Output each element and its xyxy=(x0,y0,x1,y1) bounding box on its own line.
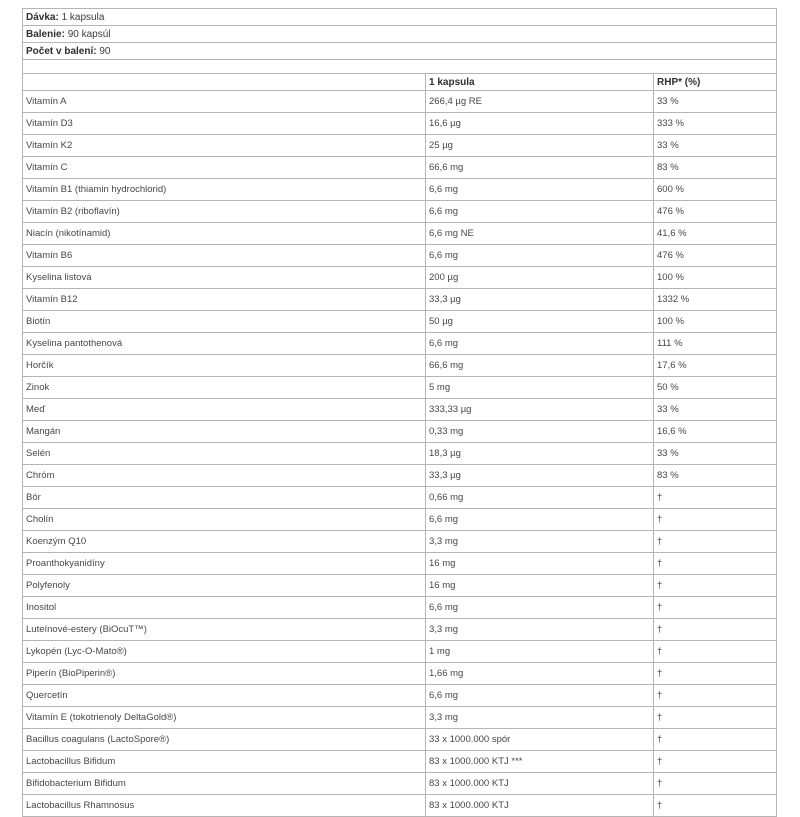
nutrient-amount: 33,3 µg xyxy=(426,465,654,487)
nutrient-name: Kyselina listová xyxy=(23,267,426,289)
nutrient-rhp: 83 % xyxy=(654,157,777,179)
table-row xyxy=(23,553,777,575)
count-row xyxy=(23,43,777,60)
table-row xyxy=(23,619,777,641)
nutrient-name: Cholín xyxy=(23,509,426,531)
nutrient-name: Selén xyxy=(23,443,426,465)
nutrient-amount: 16 mg xyxy=(426,553,654,575)
nutrient-name: Vitamín D3 xyxy=(23,113,426,135)
table-row xyxy=(23,267,777,289)
table-row xyxy=(23,157,777,179)
nutrient-rhp: 476 % xyxy=(654,201,777,223)
count-label: Počet v balení: xyxy=(26,45,97,57)
dose-cell xyxy=(23,9,777,26)
nutrient-name: Vitamín B1 (thiamin hydrochlorid) xyxy=(23,179,426,201)
nutrient-name: Vitamín B12 xyxy=(23,289,426,311)
nutrient-rhp: 1332 % xyxy=(654,289,777,311)
nutrient-amount: 6,6 mg xyxy=(426,509,654,531)
nutrient-rhp: † xyxy=(654,597,777,619)
nutrient-amount: 3,3 mg xyxy=(426,707,654,729)
nutrient-rhp: † xyxy=(654,729,777,751)
nutrient-name: Luteínové-estery (BiOcuT™) xyxy=(23,619,426,641)
nutrient-amount: 1,66 mg xyxy=(426,663,654,685)
table-row xyxy=(23,487,777,509)
nutrient-name: Horčík xyxy=(23,355,426,377)
nutrient-amount: 5 mg xyxy=(426,377,654,399)
nutrient-rhp: 33 % xyxy=(654,135,777,157)
nutrient-rhp: 100 % xyxy=(654,267,777,289)
nutrient-rhp: 16,6 % xyxy=(654,421,777,443)
count-cell xyxy=(23,43,777,60)
nutrient-amount: 200 µg xyxy=(426,267,654,289)
table-row xyxy=(23,531,777,553)
table-row xyxy=(23,465,777,487)
spacer-cell xyxy=(23,60,777,74)
nutrient-amount: 83 x 1000.000 KTJ *** xyxy=(426,751,654,773)
table-row xyxy=(23,443,777,465)
table-row xyxy=(23,575,777,597)
table-row xyxy=(23,311,777,333)
nutrient-rhp: † xyxy=(654,663,777,685)
table-row xyxy=(23,795,777,817)
nutrient-rhp: 333 % xyxy=(654,113,777,135)
nutrient-name: Vitamín K2 xyxy=(23,135,426,157)
nutrient-rhp: † xyxy=(654,707,777,729)
nutrient-amount: 66,6 mg xyxy=(426,355,654,377)
table-row xyxy=(23,245,777,267)
nutrient-rhp: † xyxy=(654,487,777,509)
table-row xyxy=(23,641,777,663)
nutrient-rhp: † xyxy=(654,751,777,773)
table-row xyxy=(23,707,777,729)
spacer-row xyxy=(23,60,777,74)
nutrient-name: Bór xyxy=(23,487,426,509)
nutrient-rhp: † xyxy=(654,553,777,575)
nutrient-rhp: 476 % xyxy=(654,245,777,267)
table-row xyxy=(23,289,777,311)
nutrient-rhp: 33 % xyxy=(654,399,777,421)
dose-label: Dávka: xyxy=(26,11,59,23)
supplement-facts-sheet xyxy=(22,8,776,817)
table-row xyxy=(23,377,777,399)
nutrient-name: Vitamín B6 xyxy=(23,245,426,267)
nutrient-name: Zinok xyxy=(23,377,426,399)
table-row xyxy=(23,729,777,751)
nutrient-name: Inositol xyxy=(23,597,426,619)
nutrient-amount: 0,66 mg xyxy=(426,487,654,509)
nutrient-name: Lykopén (Lyc-O-Mato®) xyxy=(23,641,426,663)
nutrient-name: Polyfenoly xyxy=(23,575,426,597)
nutrient-name: Vitamín E (tokotrienoly DeltaGold®) xyxy=(23,707,426,729)
nutrient-rhp: 600 % xyxy=(654,179,777,201)
nutrient-name: Kyselina pantothenová xyxy=(23,333,426,355)
package-label: Balenie: xyxy=(26,28,65,40)
nutrient-name: Piperín (BioPiperin®) xyxy=(23,663,426,685)
nutrient-name: Vitamín B2 (riboflavín) xyxy=(23,201,426,223)
nutrient-amount: 333,33 µg xyxy=(426,399,654,421)
table-row xyxy=(23,223,777,245)
dose-value: 1 kapsula xyxy=(61,11,105,23)
count-value: 90 xyxy=(99,45,111,57)
nutrient-name: Koenzým Q10 xyxy=(23,531,426,553)
table-row xyxy=(23,751,777,773)
nutrient-amount: 83 x 1000.000 KTJ xyxy=(426,773,654,795)
table-row xyxy=(23,663,777,685)
nutrient-rhp: 17,6 % xyxy=(654,355,777,377)
nutrient-amount: 66,6 mg xyxy=(426,157,654,179)
nutrient-rhp: † xyxy=(654,531,777,553)
nutrient-amount: 0,33 mg xyxy=(426,421,654,443)
nutrient-amount: 33,3 µg xyxy=(426,289,654,311)
nutrient-name: Proanthokyanidíny xyxy=(23,553,426,575)
nutrient-rhp: 111 % xyxy=(654,333,777,355)
nutrient-name: Bacillus coagulans (LactoSpore®) xyxy=(23,729,426,751)
nutrient-name: Lactobacillus Rhamnosus xyxy=(23,795,426,817)
nutrient-rhp: 50 % xyxy=(654,377,777,399)
nutrient-rows xyxy=(23,91,777,817)
nutrient-amount: 266,4 µg RE xyxy=(426,91,654,113)
header-amount-col: 1 kapsula xyxy=(426,74,654,91)
nutrient-rhp: 83 % xyxy=(654,465,777,487)
nutrient-name: Meď xyxy=(23,399,426,421)
nutrient-name: Vitamín C xyxy=(23,157,426,179)
table-row xyxy=(23,685,777,707)
nutrient-amount: 6,6 mg xyxy=(426,597,654,619)
table-row xyxy=(23,333,777,355)
nutrient-rhp: † xyxy=(654,685,777,707)
header-name-col xyxy=(23,74,426,91)
table-row xyxy=(23,773,777,795)
supplement-facts-table xyxy=(22,8,777,817)
nutrient-name: Mangán xyxy=(23,421,426,443)
nutrient-name: Niacín (nikotínamid) xyxy=(23,223,426,245)
nutrient-name: Bifidobacterium Bifidum xyxy=(23,773,426,795)
nutrient-name: Lactobacillus Bifidum xyxy=(23,751,426,773)
nutrient-rhp: † xyxy=(654,773,777,795)
nutrient-amount: 3,3 mg xyxy=(426,619,654,641)
nutrient-rhp: † xyxy=(654,795,777,817)
table-row xyxy=(23,135,777,157)
table-row xyxy=(23,91,777,113)
table-row xyxy=(23,179,777,201)
nutrient-amount: 6,6 mg xyxy=(426,179,654,201)
nutrient-amount: 25 µg xyxy=(426,135,654,157)
table-row xyxy=(23,201,777,223)
nutrient-amount: 6,6 mg xyxy=(426,333,654,355)
table-row xyxy=(23,355,777,377)
nutrient-name: Biotín xyxy=(23,311,426,333)
nutrient-rhp: 41,6 % xyxy=(654,223,777,245)
nutrient-amount: 3,3 mg xyxy=(426,531,654,553)
nutrient-name: Chróm xyxy=(23,465,426,487)
nutrient-rhp: † xyxy=(654,575,777,597)
nutrient-amount: 33 x 1000.000 spór xyxy=(426,729,654,751)
package-value: 90 kapsúl xyxy=(67,28,111,40)
nutrient-amount: 6,6 mg NE xyxy=(426,223,654,245)
table-row xyxy=(23,597,777,619)
nutrient-amount: 83 x 1000.000 KTJ xyxy=(426,795,654,817)
nutrient-amount: 6,6 mg xyxy=(426,201,654,223)
nutrient-rhp: 33 % xyxy=(654,443,777,465)
nutrient-rhp: † xyxy=(654,641,777,663)
nutrient-amount: 6,6 mg xyxy=(426,245,654,267)
nutrient-name: Vitamín A xyxy=(23,91,426,113)
nutrient-rhp: † xyxy=(654,509,777,531)
nutrient-rhp: 100 % xyxy=(654,311,777,333)
nutrient-amount: 16,6 µg xyxy=(426,113,654,135)
table-row xyxy=(23,399,777,421)
nutrient-amount: 18,3 µg xyxy=(426,443,654,465)
table-row xyxy=(23,113,777,135)
nutrient-name: Quercetín xyxy=(23,685,426,707)
table-row xyxy=(23,421,777,443)
nutrient-rhp: † xyxy=(654,619,777,641)
dose-row xyxy=(23,9,777,26)
nutrient-rhp: 33 % xyxy=(654,91,777,113)
nutrient-amount: 6,6 mg xyxy=(426,685,654,707)
package-cell xyxy=(23,26,777,43)
package-row xyxy=(23,26,777,43)
nutrient-amount: 50 µg xyxy=(426,311,654,333)
nutrient-amount: 1 mg xyxy=(426,641,654,663)
header-rhp-col: RHP* (%) xyxy=(654,74,777,91)
table-row xyxy=(23,509,777,531)
column-header-row xyxy=(23,74,777,91)
nutrient-amount: 16 mg xyxy=(426,575,654,597)
